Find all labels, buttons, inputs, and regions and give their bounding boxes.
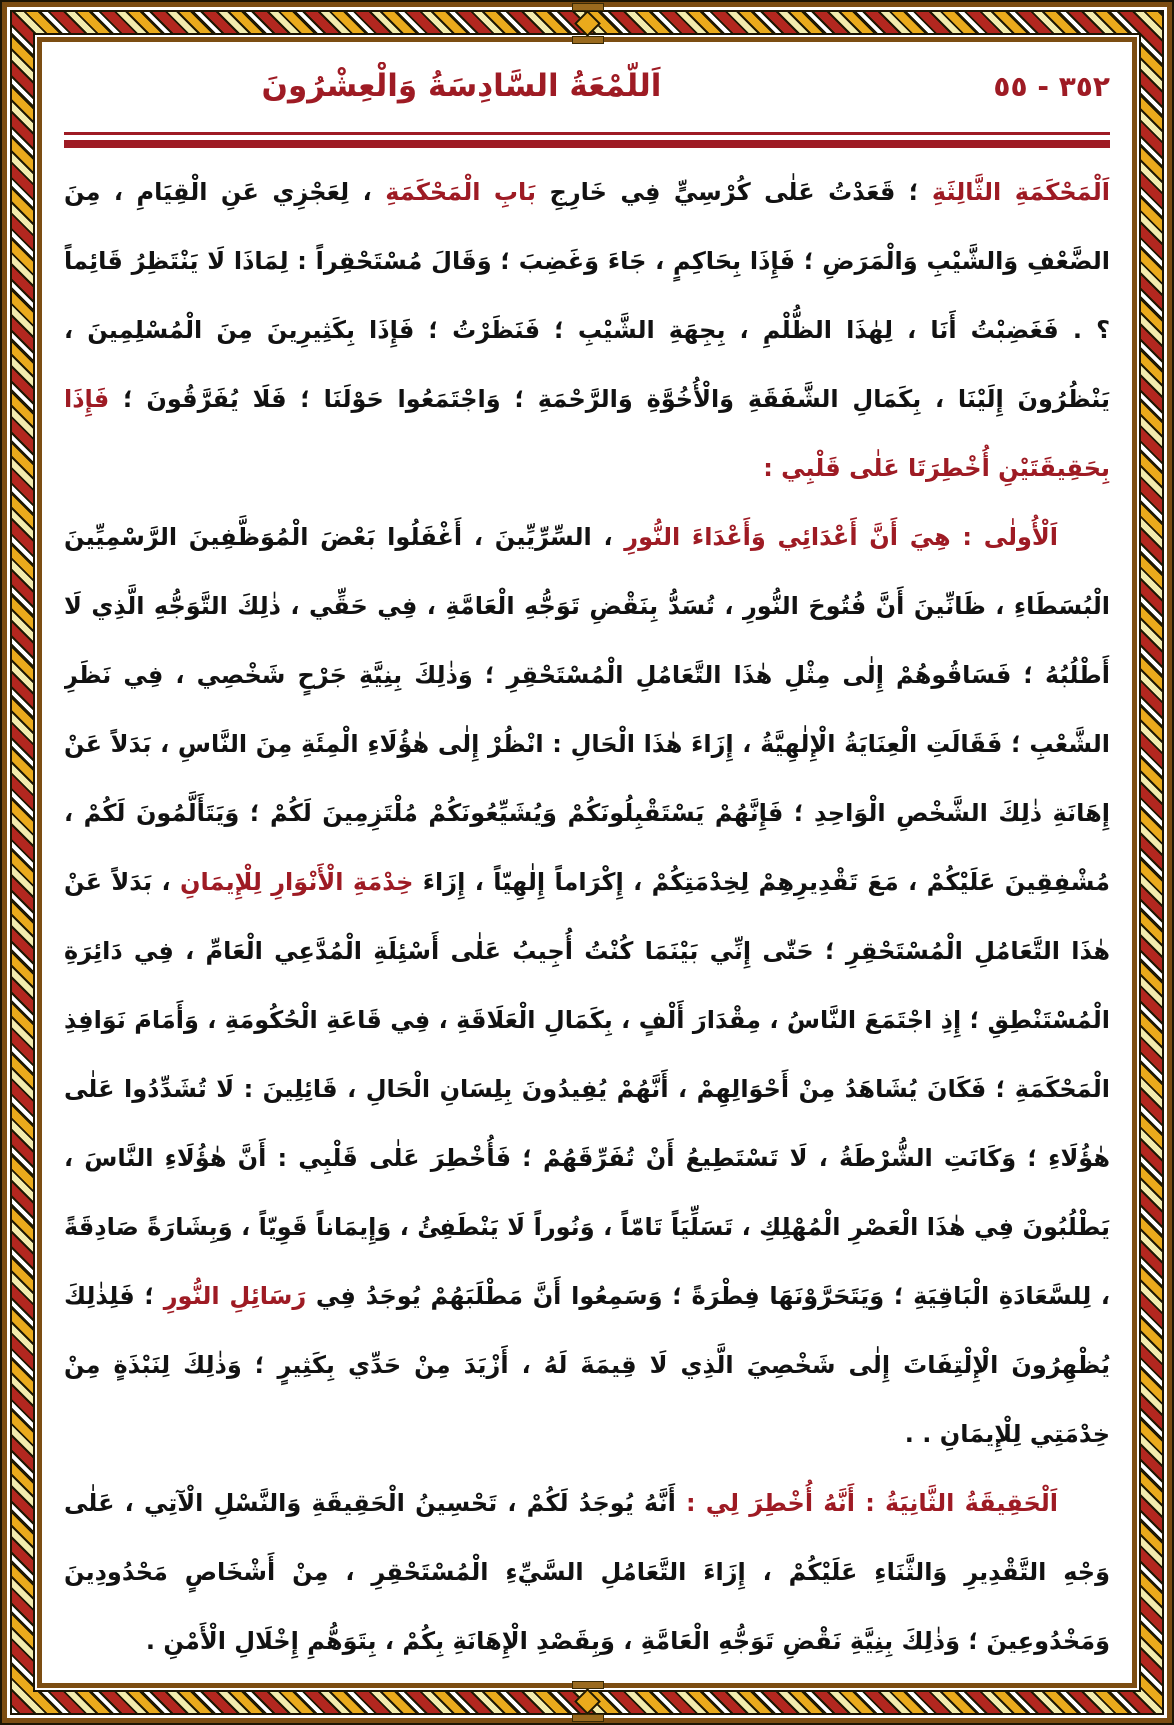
- text-run: ؛ فَلِذٰلِكَ يُظْهِرُونَ الْإِلْتِفَاتَ إِلٰى شَخْصِيَ الَّذِي لَا قِيمَةَ لَهُ ، أَزْيَدَ مِنْ حَدِّي بِكَثِيرٍ ؛ وَذٰلِكَ لِنَبْذَةٍ مِنْ خِدْمَتِي لِلْإِيمَانِ . .: [64, 1282, 1110, 1448]
- divider-thick-rule: [64, 140, 1110, 148]
- header-divider: [64, 132, 1110, 148]
- text-run: رَسَائِلِ النُّورِ: [163, 1282, 307, 1310]
- text-run: اَلْمَحْكَمَةِ الثَّالِثَةِ: [931, 178, 1110, 206]
- paragraph: [64, 158, 1110, 503]
- page-header: [64, 62, 1110, 126]
- text-run: بَابِ الْمَحْكَمَةِ: [385, 178, 537, 206]
- chapter-title: اَللَّمْعَةُ السَّادِسَةُ وَالْعِشْرُونَ: [261, 68, 662, 104]
- text-run: ، السِّرِّيِّينَ ، أَغْفَلُوا بَعْضَ الْمُوَظَّفِينَ الرَّسْمِيِّينَ الْبُسَطَاءِ ، ظَانِّينَ أَنَّ فُتُوحَ النُّورِ ، تُسَدُّ بِنَقْضِ تَوَجُّهِ الْعَامَّةِ ، فِي حَقِّي ، ذٰلِكَ التَّوَجُّهِ الَّذِي لَا أَطْلُبُهُ ؛ فَسَاقُوهُمْ إِلٰى مِثْلِ هٰذَا التَّعَامُلِ الْمُسْتَحْقِرِ ؛ وَذٰلِكَ بِنِيَّةِ جَرْحٍ شَخْصِي ، فِي نَظَرِ الشَّعْبِ ؛ فَقَالَتِ الْعِنَايَةُ الْإِلٰهِيَّةُ ، إِزَاءَ هٰذَا الْحَالِ : انْظُرْ إِلٰى هٰؤُلَاءِ الْمِئَةِ مِنَ النَّاسِ ، بَدَلاً عَنْ إِهَانَةِ ذٰلِكَ الشَّخْصِ الْوَاحِدِ ؛ فَإِنَّهُمْ يَسْتَقْبِلُونَكُمْ وَيُشَيِّعُونَكُمْ مُلْتَزِمِينَ لَكُمْ ؛ وَيَتَأَلَّمُونَ لَكُمْ ، مُشْفِقِينَ عَلَيْكُمْ ، مَعَ تَقْدِيرِهِمْ لِخِدْمَتِكُمْ ، إِكْرَاماً إِلٰهِيّاً ، إِزَاءَ: [64, 523, 1110, 896]
- text-run: خِدْمَةِ الْأَنْوَارِ لِلْإِيمَانِ: [180, 868, 414, 896]
- border-center-tab-icon: [572, 1714, 604, 1722]
- paragraph: [64, 1469, 1110, 1676]
- text-run: اَلْحَقِيقَةُ الثَّانِيَةُ : أَنَّهُ أُخْطِرَ لِي :: [686, 1489, 1058, 1517]
- border-diamond-icon: [574, 1688, 601, 1715]
- text-run: أَنَّهُ يُوجَدُ لَكُمْ ، تَحْسِينُ الْحَقِيقَةِ وَالنَّسْلِ الْآتِي ، عَلٰى وَجْهِ التَّقْدِيرِ وَالثَّنَاءِ عَلَيْكُمْ ، إِزَاءَ التَّعَامُلِ السَّيِّءِ الْمُسْتَحْقِرِ ، مِنْ أَشْخَاصٍ مَحْدُودِينَ وَمَخْدُوعِينَ ؛ وَذٰلِكَ بِنِيَّةِ نَقْضِ تَوَجُّهِ الْعَامَّةِ ، وَبِقَصْدِ الْإِهَانَةِ بِكُمْ ، بِتَوَهُّمِ إِخْلَالِ الْأَمْنِ .: [64, 1489, 1110, 1655]
- page-number: ٣٥٢ - ٥٥: [993, 70, 1110, 103]
- text-run: ، بَدَلاً عَنْ هٰذَا التَّعَامُلِ الْمُسْتَحْقِرِ ؛ حَتّٰى إِنِّي بَيْنَمَا كُنْتُ أُجِيبُ عَلٰى أَسْئِلَةِ الْمُدَّعِي الْعَامِّ ، فِي دَائِرَةِ الْمُسْتَنْطِقِ ؛ إِذِ اجْتَمَعَ النَّاسُ ، مِقْدَارَ أَلْفٍ ، بِكَمَالِ الْعَلَاقَةِ ، فِي قَاعَةِ الْحُكُومَةِ ، وَأَمَامَ نَوَافِذِ الْمَحْكَمَةِ ؛ فَكَانَ يُشَاهَدُ مِنْ أَحْوَالِهِمْ ، أَنَّهُمْ يُفِيدُونَ بِلِسَانِ الْحَالِ ، قَائِلِينَ : لَا تُشَدِّدُوا عَلٰى هٰؤُلَاءِ ؛ وَكَانَتِ الشُّرْطَةُ ، لَا تَسْتَطِيعُ أَنْ تُفَرِّقَهُمْ ؛ فَأُخْطِرَ عَلٰى قَلْبِي : أَنَّ هٰؤُلَاءِ النَّاسَ ، يَطْلُبُونَ فِي هٰذَا الْعَصْرِ الْمُهْلِكِ ، تَسَلِّيَاً تَامّاً ، وَنُوراً لَا يَنْطَفِئُ ، وَإِيمَاناً قَوِيّاً ، وَبِشَارَةً صَادِقَةً ، لِلسَّعَادَةِ الْبَاقِيَةِ ؛ وَيَتَحَرَّوْنَهَا فِطْرَةً ؛ وَسَمِعُوا أَنَّ مَطْلَبَهُمْ يُوجَدُ فِي: [64, 868, 1110, 1310]
- text-run: اَلْأُولٰى : هِيَ أَنَّ أَعْدَائِي وَأَعْدَاءَ النُّورِ: [624, 523, 1058, 551]
- border-diamond-icon: [574, 10, 601, 37]
- paragraph: [64, 503, 1110, 1469]
- border-center-tab-icon: [572, 36, 604, 44]
- text-run: ؛ قَعَدْتُ عَلٰى كُرْسِيٍّ فِي خَارِجِ: [536, 178, 932, 206]
- page-content: [64, 62, 1110, 1679]
- body-text: [64, 158, 1110, 1676]
- text-run: فَإِذَا بِحَقِيقَتَيْنِ أُخْطِرَتَا عَلٰى قَلْبِي :: [64, 385, 1110, 482]
- text-run: ، لِعَجْزِي عَنِ الْقِيَامِ ، مِنَ الضَّعْفِ وَالشَّيْبِ وَالْمَرَضِ ؛ فَإِذَا بِحَاكِمٍ ، جَاءَ وَغَضِبَ ؛ وَقَالَ مُسْتَحْقِراً : لِمَاذَا لَا يَنْتَظِرُ قَائِماً ؟ . فَغَضِبْتُ أَنَا ، لِهٰذَا الظُّلْمِ ، بِجِهَةِ الشَّيْبِ ؛ فَنَظَرْتُ ؛ فَإِذَا بِكَثِيرِينَ مِنَ الْمُسْلِمِينَ ، يَنْظُرُونَ إِلَيْنَا ، بِكَمَالِ الشَّفَقَةِ وَالْأُخُوَّةِ وَالرَّحْمَةِ ؛ وَاجْتَمَعُوا حَوْلَنَا ؛ فَلَا يُفَرَّقُونَ ؛: [64, 178, 1110, 413]
